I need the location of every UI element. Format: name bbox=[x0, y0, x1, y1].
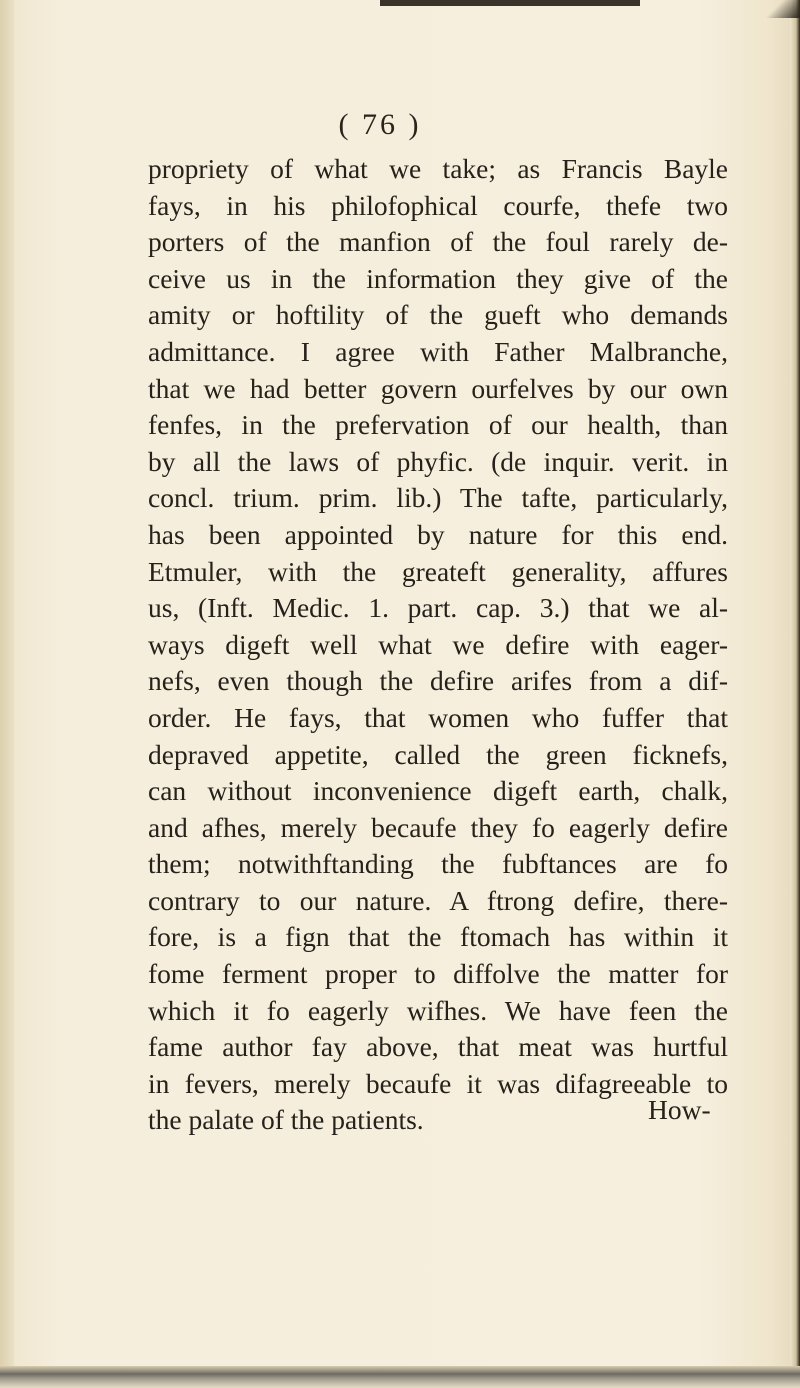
text-line: nefs, even though the defire arifes from a dif- bbox=[148, 665, 728, 697]
text-line: ways digeft well what we defire with eager- bbox=[148, 628, 728, 660]
text-line: fenfes, in the prefervation of our health, than bbox=[148, 409, 728, 441]
text-line: fore, is a fign that the ftomach has within it bbox=[148, 921, 728, 953]
page-right-edge bbox=[790, 0, 800, 1388]
text-line: contrary to our nature. A ftrong defire, there- bbox=[148, 884, 728, 916]
text-line: fays, in his philofophical courfe, thefe two bbox=[148, 189, 728, 221]
text-line: has been appointed by nature for this end. bbox=[148, 518, 728, 550]
text-line: Etmuler, with the greateft generality, affures bbox=[148, 555, 728, 587]
text-line-last: the palate of the patients. bbox=[148, 1104, 424, 1136]
top-binding-mark bbox=[380, 0, 640, 6]
text-line: amity or hoftility of the gueft who demands bbox=[148, 299, 728, 331]
text-line: can without inconvenience digeft earth, chalk, bbox=[148, 775, 728, 807]
text-line: propriety of what we take; as Francis Bayle bbox=[148, 153, 728, 184]
page-left-edge bbox=[0, 0, 14, 1388]
page-number-header: ( 76 ) bbox=[338, 108, 422, 141]
text-line: fame author fay above, that meat was hurtful bbox=[148, 1031, 728, 1063]
body-text bbox=[148, 151, 728, 1139]
text-line: concl. trium. prim. lib.) The tafte, particularly, bbox=[148, 482, 728, 514]
top-right-corner-mark bbox=[760, 0, 800, 18]
text-line: by all the laws of phyfic. (de inquir. verit. in bbox=[148, 445, 728, 477]
text-line: and afhes, merely becaufe they fo eagerly defire bbox=[148, 811, 728, 843]
text-line: admittance. I agree with Father Malbranche, bbox=[148, 335, 728, 367]
text-line: ceive us in the information they give of the bbox=[148, 262, 728, 294]
text-line: that we had better govern ourfelves by our own bbox=[148, 372, 728, 404]
catchword: How- bbox=[648, 1094, 711, 1125]
text-line: them; notwithftanding the fubftances are fo bbox=[148, 848, 728, 880]
text-line: which it fo eagerly wifhes. We have feen the bbox=[148, 994, 728, 1026]
text-line: order. He fays, that women who fuffer that bbox=[148, 701, 728, 733]
text-line: in fevers, merely becaufe it was difagreeable to bbox=[148, 1067, 728, 1099]
text-line: us, (Inft. Medic. 1. part. cap. 3.) that we al- bbox=[148, 592, 728, 624]
text-line: fome ferment proper to diffolve the matter for bbox=[148, 958, 728, 990]
bottom-page-edge bbox=[0, 1366, 800, 1388]
text-line: porters of the manfion of the foul rarely de- bbox=[148, 226, 728, 258]
text-line: depraved appetite, called the green ficknefs, bbox=[148, 738, 728, 770]
